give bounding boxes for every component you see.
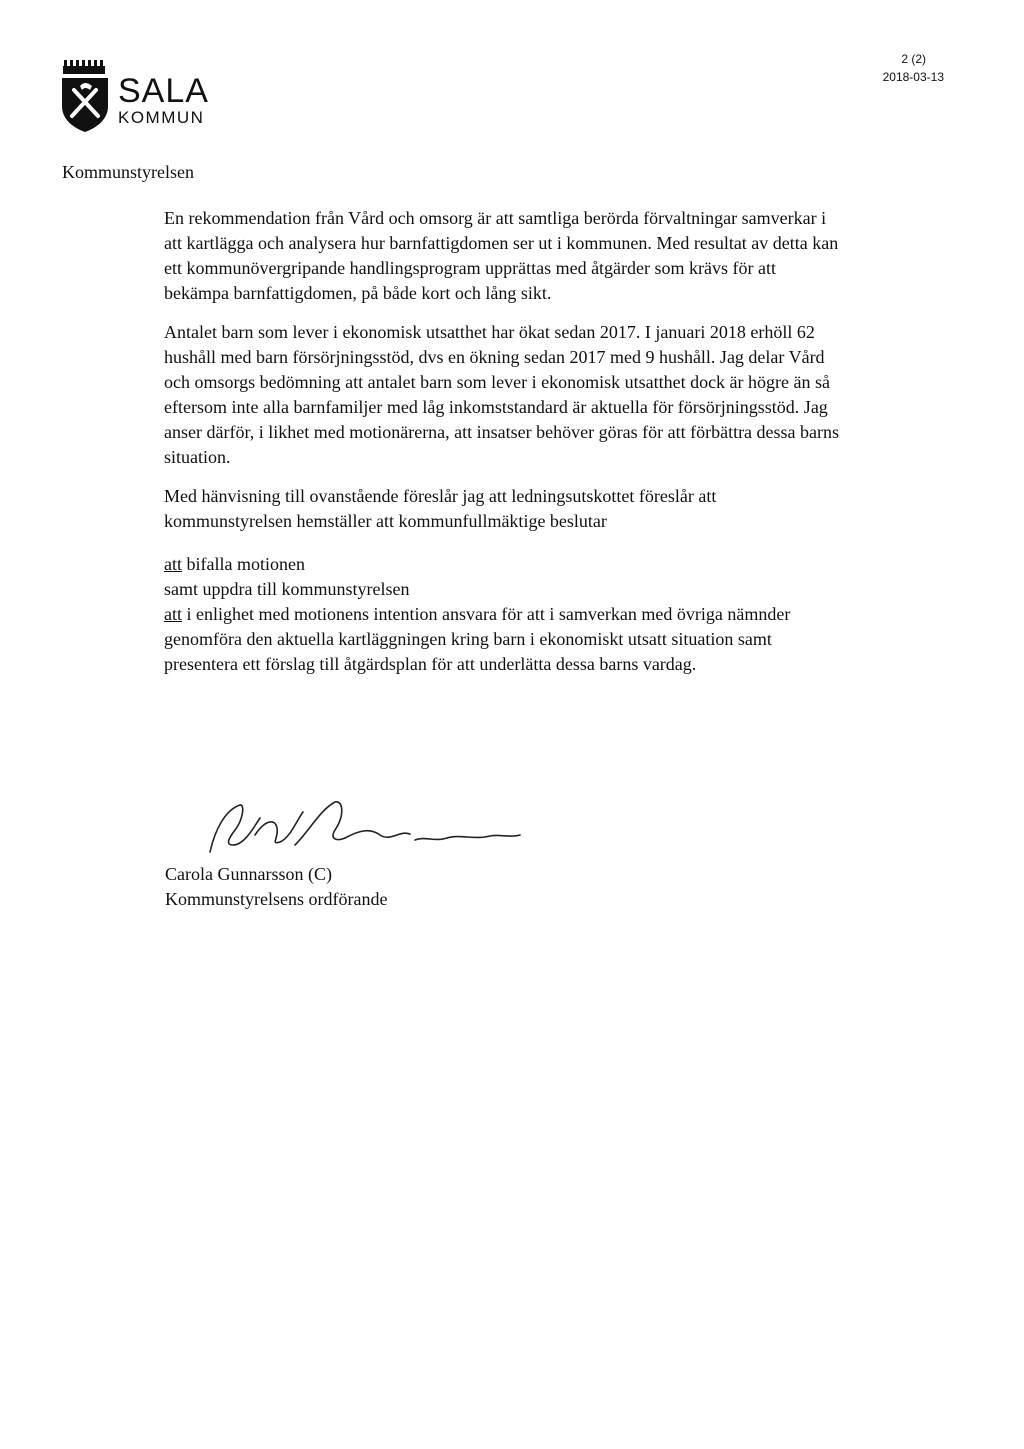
att-keyword: att [164, 604, 182, 624]
att-keyword: att [164, 554, 182, 574]
signatory-name: Carola Gunnarsson (C) [165, 864, 332, 884]
decision-text: bifalla motionen [182, 554, 305, 574]
paragraph: Antalet barn som lever i ekonomisk utsatthet har ökat sedan 2017. I januari 2018 erhöll 62 hushåll med barn försörjningsstöd, dvs en ökning sedan 2017 med 9 hushåll. Jag delar Vård och omsorgs bedömning att antalet barn som lever i ekonomisk utsatthet dock är högre än så eftersom inte alla barnfamiljer med låg inkomststandard är aktuella för försörjningsstöd. Jag anser därför, i likhet med motionärerna, att insatser behöver göras för att förbättra dessa barns situation. [164, 322, 840, 467]
signature-block [165, 862, 387, 912]
paragraph: Med hänvisning till ovanstående föreslår jag att ledningsutskottet föreslår att kommunstyrelsen hemställer att kommunfullmäktige beslutar [164, 486, 717, 531]
decision-text: i enlighet med motionens intention ansvara för att i samverkan med övriga nämnder genomföra den aktuella kartläggningen kring barn i ekonomiskt utsatt situation samt presentera ett förslag till åtgärdsplan för att underlätta dessa barns vardag. [164, 604, 791, 674]
municipal-crest-icon [60, 60, 110, 132]
page-number: 2 (2) [901, 52, 926, 66]
decision-line: samt uppdra till kommunstyrelsen [164, 579, 410, 599]
document-body [164, 206, 844, 677]
signatory-title: Kommunstyrelsens ordförande [165, 889, 388, 909]
document-date: 2018-03-13 [882, 70, 944, 84]
logo [60, 60, 209, 132]
paragraph: En rekommendation från Vård och omsorg är att samtliga berörda förvaltningar samverkar i att kartlägga och analysera hur barnfattigdomen ser ut i kommunen. Med resultat av detta kan ett kommunövergripande handlingsprogram upprättas med åtgärder som krävs för att bekämpa barnfattigdomen, på både kort och lång sikt. [164, 208, 839, 303]
decision-proposal [164, 552, 844, 677]
department-name: Kommunstyrelsen [62, 162, 194, 182]
logo-subtitle: KOMMUN [118, 108, 205, 127]
logo-name: SALA [118, 72, 209, 110]
decision-item [164, 602, 844, 677]
decision-item [164, 552, 844, 577]
handwritten-signature [185, 790, 545, 860]
